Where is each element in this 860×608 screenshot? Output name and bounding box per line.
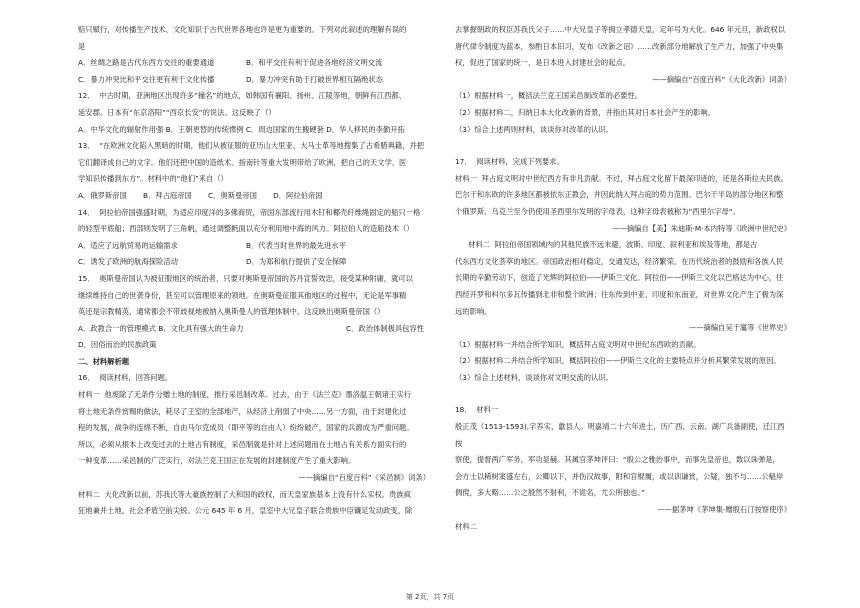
q18-material-line: 殷正茂（1513-1593),字养实，歙县人。明嘉靖二十六年进士，历广西、云南、湖广兵备副使，迁江西按	[455, 422, 785, 448]
q17-material-line: 个俄罗斯、乌克兰至今仍使用圣西里尔发明的字母表，这种字母表被称为“西里尔字母”。	[455, 206, 740, 216]
q17-material-line: 材料二 阿拉伯帝国领域内的其他民族不远未避，波斯、印度、叙利亚和埃及等地，都是古	[468, 240, 758, 250]
q14-stem-line: 的轻型平底船；西部则发明了三角帆，通过调整帆面以充分利用地中海的风力。阿拉伯人的造船技术（）	[78, 224, 414, 234]
q16-material-line: 去掌握朝政的权臣苏我氏父子……中大兄皇子等拥立孝德天皇，定年号为大化。646 年元旦，新政权以	[455, 25, 786, 34]
q11-options-row	[78, 72, 430, 89]
source-citation: ——摘编自【美】朱迪斯·M·本内特等《欧洲中世纪史》	[612, 223, 791, 233]
q11-stem-line: 赔只赋行，对传播生产技术、文化知识于古代世界各地也许是更为重要的。下列对此叙述的理解有误的	[78, 25, 407, 34]
q12-stem-line: 12． 中古时期，亚洲地区出现许多“撞名”的地点，如韩国有襄阳、扬州、江陵等地，朝鲜有江西都、	[78, 91, 406, 101]
page-footer: 第 2页，共 7页	[405, 593, 455, 601]
sub-question: （1）根据材料一，概括法兰克王国采邑制改革的必要性。	[455, 91, 643, 101]
option-text: B．代表当时世界的最先进水平	[246, 240, 346, 250]
q16-material-line: 权，促进了国家的统一，是日本进入封建社会的起点。	[455, 58, 631, 68]
q13-stem-line: 它们翻译成自己的文字。他们还把中国的造纸术、指南针等重大发明带给了欧洲，把自己的天文学、医	[78, 157, 407, 167]
q12-options: A．中华文化的辐射作用强 B．王朝更替的传统惯例 C．周边国家的生搬硬套 D．华人移民的李勤开拓	[78, 124, 405, 134]
q15-stem-line: 英还是宗教精英，通常都会不带歧视地被纳入奥斯曼人的管理体制中。这反映出奥斯曼帝国（）	[78, 307, 385, 317]
source-citation: ——据茅坤《茅坤集·赠殷石汀按察使序》	[657, 505, 791, 515]
q15-stem-line: 继续维持自己的世袭身份，甚至可以管理原来的领地。在奥斯曼征服其他地区的过程中，无论是军事精	[78, 290, 407, 300]
option-text: C．政治体制极具包容性	[346, 323, 425, 333]
q13-stem-line: 学知识传播到东方”。材料中的“他们”来自（）	[78, 174, 228, 184]
spacer	[455, 138, 791, 154]
q16-material-line: 狂地兼并土地，社会矛盾空前尖锐。公元 645 年 6 月，皇室中大兄皇子联合贵族中臣镰足发动政变，除	[78, 506, 413, 516]
q11-options-row	[78, 55, 430, 72]
q12-stem-line: 延安郡。日本有“东京洛阳”“西京长安”的说法。这反映了（）	[78, 107, 276, 117]
q16-material-line: 所以，必须从根本上改变过去的土地占有制度，采邑制就是针对上述问题而在土地占有关系方面实行的	[78, 439, 407, 449]
sub-question: （3）综合上述材料，谈谈你对文明交流的认识。	[455, 372, 613, 382]
q16-material-line: 一种变革……采邑制的广泛实行，对法兰克王国正在发展的封建制度产生了重大影响。	[78, 456, 356, 466]
sub-question: （2）根据材料二并结合所学知识，概括阿拉伯——伊斯兰文化的主要特点并分析其繁荣发展的原因。	[455, 356, 781, 366]
q17-material-line: 长期的辛勤劳动下，创造了光辉的阿拉伯——伊斯兰文化。阿拉伯——伊斯兰文化以巴格达为中心，往	[455, 273, 784, 283]
q16-title: 16． 阅读材料，回答问题。	[78, 373, 173, 383]
q17-material-line: 材料一 拜占庭文明对中世纪西方有非凡贡献。不过，拜占庭文化留下最深印迹的，还是各斯拉夫民族。	[455, 173, 788, 183]
spacer	[455, 386, 791, 402]
option-text: A．适应了远航贸易的运输需求	[78, 240, 178, 250]
q14-options-row	[78, 238, 430, 255]
option-text: C．暴力冲突比和平交往更有利于文化传播	[78, 74, 215, 84]
q16-material-line: 将土地无条件赏赐的做法，耗尽了王室的全部地产，从经济上削弱了中央……另一方面，由于封建化过	[78, 406, 407, 416]
section-heading: 二、材料解析题	[78, 356, 130, 366]
q18-material-line: 察使，提督两广军务，军功显赫。其属官茅坤评曰：“殷公之雅治事中，而事先皇帝也，数以诛弹是，	[455, 455, 780, 465]
q15-options-row	[78, 337, 430, 354]
q18-material-line: 会方士以稀树窦盛左右，公卿以下，并伤汉故事，附和官棍履，或以训谦赏，公疑，独不与……公魁岸	[455, 471, 784, 481]
option-text: D．因俗而治的民族政策	[78, 340, 157, 350]
source-citation: ——摘编自吴于廑等《世界史》	[688, 323, 791, 333]
q17-title: 17． 阅读材料，完成下列要求。	[455, 157, 564, 167]
sub-question: （1）根据材料一并结合所学知识，概括拜占庭文明对中世纪东西欧的贡献。	[455, 339, 701, 349]
q16-material-line: 材料一 他废除了无条件分赠土地的制度，推行采邑制改革。过去，由于《法兰克》墨洛温王朝诸王实行	[78, 390, 411, 400]
q15-stem-line: 15． 奥斯曼帝国认为被征服地区的统治者，只要对奥斯曼帝国的苏丹宣誓效忠，接受某种附庸，就可以	[78, 273, 413, 283]
option-text: D．为郑和航行提供了安全保障	[246, 257, 347, 267]
sub-question: （3）综合上述两则材料，谈谈你对改革的认识。	[455, 124, 613, 134]
q16-material-line: 程的发展，战争的连绵不断，自由马尔克成员（即平等的自由人）纷纷破产，国家的兵源成为严重问题。	[78, 423, 414, 433]
option-text: C．诱发了欧洲的航海探险活动	[78, 257, 178, 267]
q13-options: A．俄罗斯帝国 B．拜占庭帝国 C．奥斯曼帝国 D．阿拉伯帝国	[78, 190, 323, 200]
option-text: A．政教合一的管理模式 B．文化具有强大的生命力	[78, 323, 244, 333]
left-column	[78, 22, 430, 520]
sub-question: （2）根据材料二，归纳日本大化改新的背景，并指出其对日本社会产生的影响。	[455, 107, 716, 117]
q17-material-line: 西经开罗和科尔多瓦传播到北非和整个欧洲；往东传到中亚、印度和东南亚，对世界文化产生了极为深	[455, 289, 784, 299]
q17-material-line: 远的影响。	[455, 306, 492, 316]
option-text: D．暴力冲突有助于打破世界相互隔绝状态	[246, 74, 383, 84]
q18-material-label: 材料二	[455, 521, 477, 531]
q13-stem-line: 13． “在欧洲文化陷入黑暗的时期，他们从被征服的亚历山大里亚、大马士革等地搜集了古希腊典籍，并把	[78, 141, 425, 151]
right-column	[455, 22, 791, 535]
q14-stem-line: 14． 阿拉伯帝国强盛时期，为适应印度洋的多佛商贸，帝国东部流行用木钉和椰壳纤维绳固定的船只一格	[78, 207, 421, 217]
q17-material-line: 代东西方文化荟萃的地区。帝国政治相对稳定，交通发达，经济繁荣。在历代统治者的鼓励和各族人民	[455, 256, 784, 266]
q15-options-row	[78, 321, 430, 338]
q16-material-line: 材料二 大化改新以前，苏我氏等大豪族控制了大和国的政权，而天皇家族基本上没有什么实权。贵族疯	[78, 489, 411, 499]
option-text: A．丝绸之路是古代东西方交往的重要通道	[78, 58, 215, 68]
source-citation: ——摘编自“百度百科”《大化改新》词条）	[652, 74, 791, 84]
q11-stem-line: 是	[78, 41, 86, 51]
option-text: B．和平交往有利于促进各地经济文明交流	[246, 58, 383, 68]
q18-title: 18． 材料一	[455, 405, 499, 415]
q17-material-line: 巴尔干和东欧的许多地区都被依东正教会，并因此纳入拜占庭的势力范围。巴尔干半岛的部分地区和整	[455, 190, 784, 200]
source-citation: ——摘编自“百度百科”《采邑制》词条）	[298, 473, 430, 483]
q16-material-line: 唐代律令制度为蓝本，参酌日本旧习，发布《改新之诏》……改新部分地解放了生产力，加强了中央集	[455, 41, 784, 51]
q14-options-row	[78, 254, 430, 271]
q18-material-line: 倜傥，多大略……公之殷然不射利，不诡名，尤公所独也。”	[455, 488, 645, 498]
